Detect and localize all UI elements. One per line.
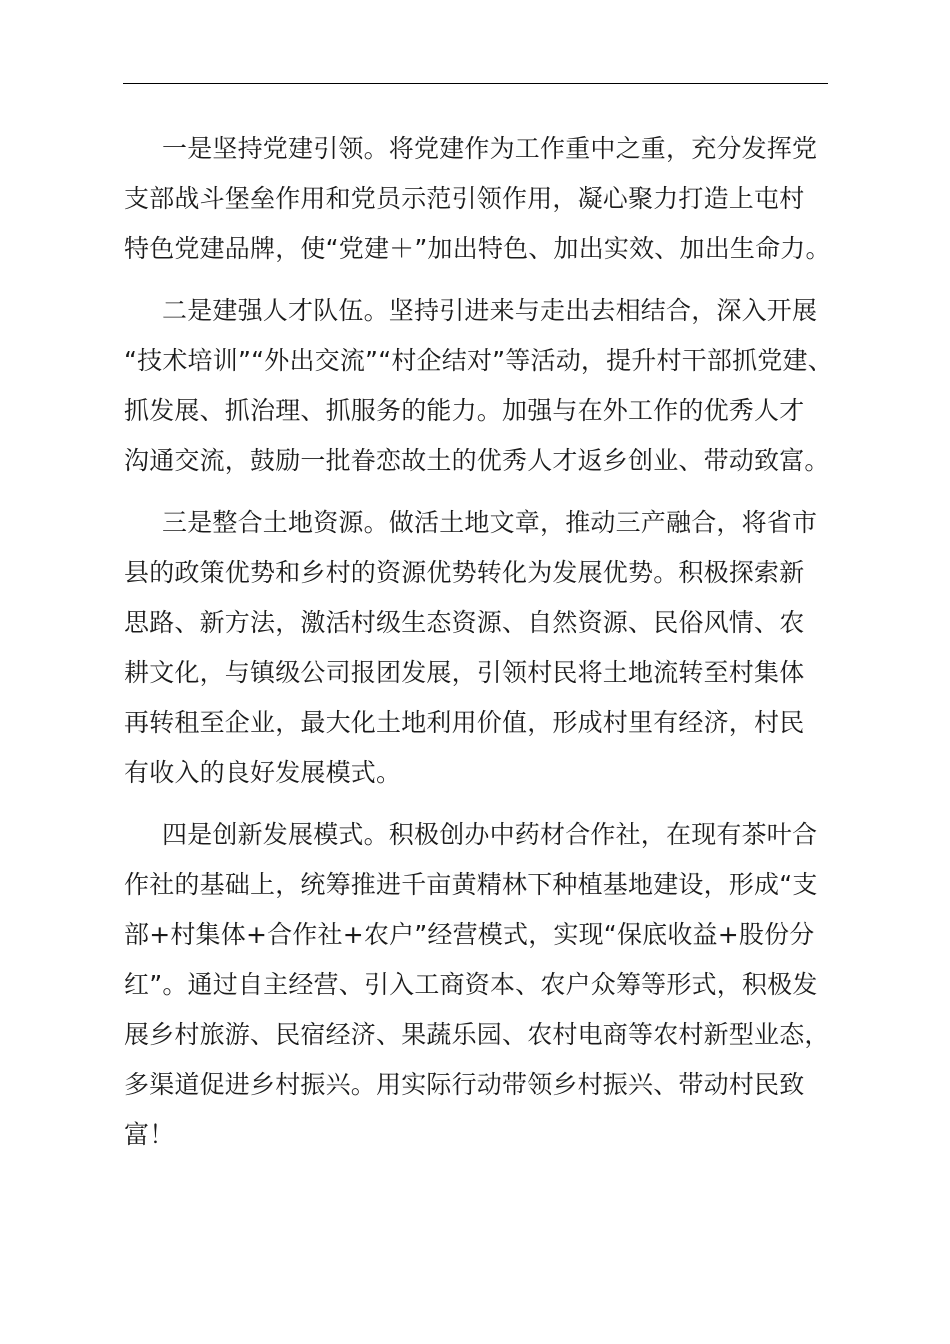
paragraph-line: 特色党建品牌，使“党建＋”加出特色、加出实效、加出生命力。 (124, 234, 831, 263)
header-rule (123, 83, 828, 84)
paragraph-line: 支部战斗堡垒作用和党员示范引领作用，凝心聚力打造上屯村 (124, 184, 805, 213)
paragraph-development-model (124, 810, 828, 1160)
paragraph-line: 四是创新发展模式。积极创办中药材合作社，在现有茶叶合 (162, 820, 818, 849)
paragraph-line: 富！ (124, 1120, 175, 1149)
paragraph-line: 三是整合土地资源。做活土地文章，推动三产融合，将省市 (162, 508, 818, 537)
paragraph-line: 沟通交流，鼓励一批眷恋故土的优秀人才返乡创业、带动致富。 (124, 446, 830, 475)
paragraph-line: 多渠道促进乡村振兴。用实际行动带领乡村振兴、带动村民致 (124, 1070, 805, 1099)
paragraph-line: “技术培训”“外出交流”“村企结对”等活动，提升村干部抓党建、 (124, 346, 833, 375)
paragraph-line: 思路、新方法，激活村级生态资源、自然资源、民俗风情、农 (124, 608, 805, 637)
paragraph-line: 抓发展、抓治理、抓服务的能力。加强与在外工作的优秀人才 (124, 396, 805, 425)
paragraph-line: 作社的基础上，统筹推进千亩黄精林下种植基地建设，形成“支 (124, 870, 818, 899)
paragraph-line: 县的政策优势和乡村的资源优势转化为发展优势。积极探索新 (124, 558, 805, 587)
paragraph-line: 展乡村旅游、民宿经济、果蔬乐园、农村电商等农村新型业态， (124, 1020, 830, 1049)
paragraph-line: 一是坚持党建引领。将党建作为工作重中之重，充分发挥党 (162, 134, 818, 163)
paragraph-line: 部+村集体+合作社+农户”经营模式，实现“保底收益+股份分 (124, 920, 815, 949)
paragraph-line: 耕文化，与镇级公司报团发展，引领村民将土地流转至村集体 (124, 658, 805, 687)
paragraph-line: 再转租至企业，最大化土地利用价值，形成村里有经济，村民 (124, 708, 805, 737)
paragraph-line: 红”。通过自主经营、引入工商资本、农户众筹等形式，积极发 (124, 970, 818, 999)
paragraph-line: 有收入的良好发展模式。 (124, 758, 402, 787)
paragraph-line: 二是建强人才队伍。坚持引进来与走出去相结合，深入开展 (162, 296, 818, 325)
paragraph-party-building (124, 124, 831, 274)
document-body (124, 124, 833, 1172)
paragraph-talent-team (124, 286, 833, 486)
paragraph-land-resources (124, 498, 828, 798)
